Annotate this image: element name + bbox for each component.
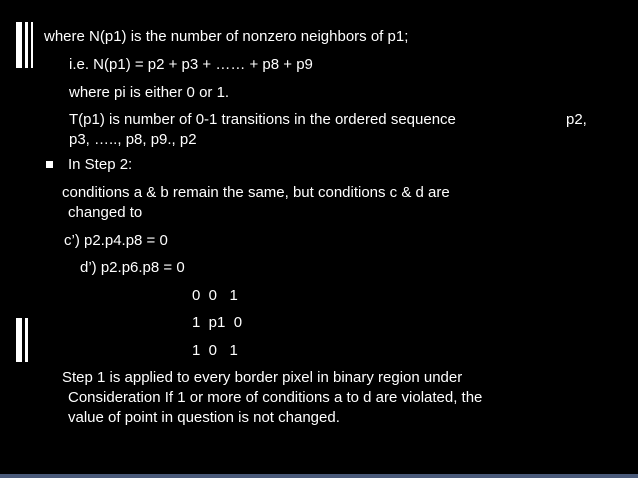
left-decoration-top-1 [16,22,22,68]
condition-c: c’) p2.p4.p8 = 0 [64,232,168,249]
left-decoration-top-3 [31,22,33,68]
left-decoration-bottom-1 [16,318,22,362]
text-line-4-end: p2, [566,111,587,128]
condition-d: d’) p2.p6.p8 = 0 [80,259,185,276]
step2-heading: In Step 2: [68,156,133,173]
text-line-13: value of point in question is not changed. [68,409,340,426]
left-decoration-bottom-2 [25,318,28,362]
text-line-1: where N(p1) is the number of nonzero neighbors of p1; [44,28,409,45]
bottom-bar [0,474,638,478]
text-line-12: Consideration If 1 or more of conditions a to d are violated, the [68,389,483,406]
text-line-11: Step 1 is applied to every border pixel in binary region under [62,369,463,386]
text-line-3: where pi is either 0 or 1. [69,84,230,101]
text-line-8: changed to [68,204,143,221]
bullet-step2 [46,161,53,168]
left-decoration-top-2 [25,22,28,68]
text-line-7: conditions a & b remain the same, but conditions c & d are [62,184,450,201]
text-line-4: T(p1) is number of 0-1 transitions in the ordered sequence [69,111,456,128]
neighbor-grid-row-1: 0 0 1 [192,287,238,304]
text-line-5: p3, ….., p8, p9., p2 [69,131,197,148]
neighbor-grid-row-2: 1 p1 0 [192,314,243,331]
text-line-2: i.e. N(p1) = p2 + p3 + …… + p8 + p9 [69,56,313,73]
neighbor-grid-row-3: 1 0 1 [192,342,238,359]
